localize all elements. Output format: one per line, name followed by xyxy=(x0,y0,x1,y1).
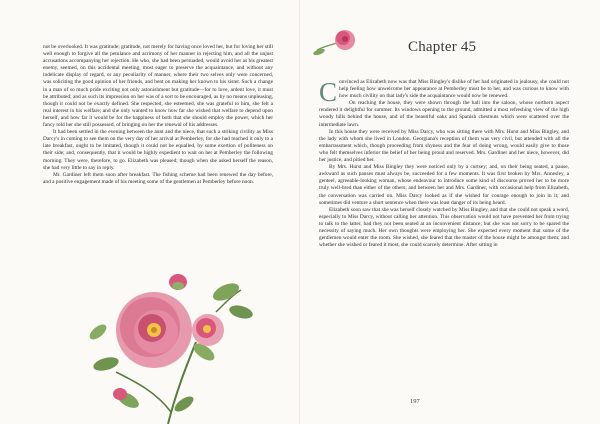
paragraph: On reaching the house, they were shown through the hall into the saloon, whose northern aspect rendered it delightful for summer. Its windows opening to the ground, admitted a most refreshing view of the high woody hills behind the house, and of the beautiful oaks and Spanish chestnuts which were scattered over the intermediate lawn. xyxy=(319,100,569,128)
rose-illustration xyxy=(76,272,254,424)
paragraph xyxy=(319,77,569,107)
left-page-body xyxy=(43,44,273,186)
paragraph: Elizabeth soon saw that she was herself closely watched by Miss Bingley, and that she could not speak a word, especially to Miss Darcy, without calling her attention. This observation would not have prevented her from trying to talk to the latter, had they not been seated at an inconvenient distance; but she was not sorry to be spared the necessity of saying much. Her own thoughts were employing her. She expected every moment that some of the gentlemen would enter the room. She wished, she feared that the master of the house might be amongst them; and whether she wished or feared it most, she could scarcely determine. After sitting in xyxy=(319,206,569,249)
paragraph: By Mrs. Hurst and Miss Bingley they were noticed only by a curtsey; and, on their being seated, a pause, awkward as such pauses must always be, succeeded for a few moments. It was first broken by Mrs. Annesley, a genteel, agreeable-looking woman, whose endeavour to introduce some kind of discourse proved her to be more truly well-bred than either of the others; and between her and Mrs. Gardiner, with occasional help from Elizabeth, the conversation was carried on. Miss Darcy looked as if she wished for courage enough to join in it; and sometimes did venture a short sentence when there was least danger of its being heard. xyxy=(319,164,569,206)
paragraph: not be overlooked. It was gratitude; gratitude, not merely for having once loved her, but for loving her still well enough to forgive all the petulance and acrimony of her manner in rejecting him, and all the unjust accusations accompanying her rejection. He who, she had been persuaded, would avoid her as his greatest enemy, seemed, on this accidental meeting, most eager to preserve the acquaintance, and without any indelicate display of regard, or any peculiarity of manner, where their two selves only were concerned, was soliciting the good opinion of her friends, and bent on making her known to his sister. Such a change in a man of so much pride exciting not only astonishment but gratitude—for to love, ardent love, it must be attributed; and as such its impression on her was of a sort to be encouraged, as by no means unpleasing, though it could not be exactly defined. She respected, she esteemed, she was grateful to him, she felt a real interest in his welfare; and she only wanted to know how far she wished that welfare to depend upon herself, and how far it would be for the happiness of both that she should employ the power, which her fancy told her she still possessed, of bringing on her the renewal of his addresses. xyxy=(43,44,273,129)
paragraph-text: onvinced as Elizabeth now was that Miss Bingley's dislike of her had originated in jealousy, she could not help feeling how unwelcome her appearance at Pemberley must be to her, and was curious to know with how much civility on that lady's side the acquaintance would now be renewed. xyxy=(339,79,569,100)
paragraph: In this house they were received by Miss Darcy, who was sitting there with Mrs. Hurst and Miss Bingley, and the lady with whom she lived in London. Georgiana's reception of them was very civil, but attended with all the embarrassment which, though proceeding from shyness and the fear of doing wrong, would easily give to those who felt themselves inferior the belief of her being proud and reserved. Mrs. Gardiner and her niece, however, did her justice, and pitied her. xyxy=(319,128,569,164)
right-page-body xyxy=(319,79,569,249)
chapter-title: Chapter 45 xyxy=(408,39,477,55)
paragraph: Mr. Gardiner left them soon after breakfast. The fishing scheme had been renewed the day before, and a positive engagement made of his meeting some of the gentlemen at Pemberley before noon. xyxy=(43,171,273,185)
right-page xyxy=(300,0,600,424)
paragraph: It had been settled in the evening between the aunt and the niece, that such a striking civility as Miss Darcy's in coming to see them on the very day of her arrival at Pemberley, for she had reached it only to a late breakfast, ought to be imitated, though it could not be equalled, by some exertion of politeness on their side; and, consequently, that it would be highly expedient to wait on her at Pemberley the following morning. They were, therefore, to go. Elizabeth was pleased; though when she asked herself the reason, she had very little to say in reply. xyxy=(43,129,273,171)
carnation-illustration xyxy=(305,22,365,62)
drop-cap: C xyxy=(319,77,338,107)
page-number: 197 xyxy=(410,398,420,405)
